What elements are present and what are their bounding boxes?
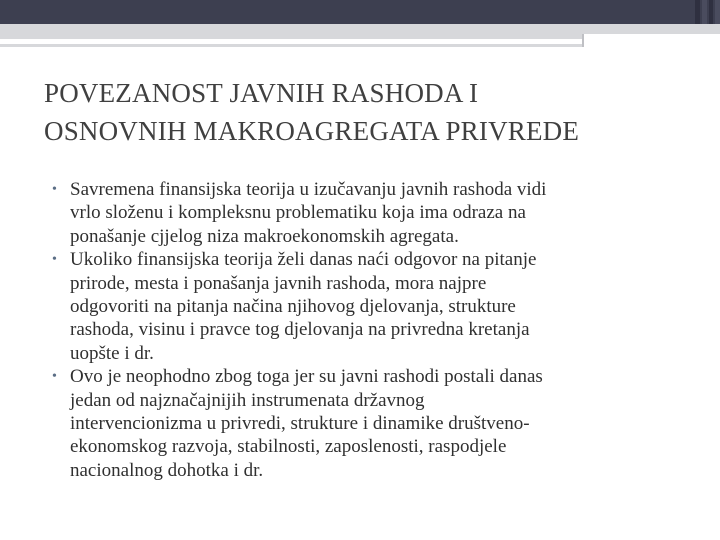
bullet-line: intervencionizma u privredi, strukture i dinamike društveno- [70, 413, 530, 435]
bullet-line: ekonomskog razvoja, stabilnosti, zaposlenosti, raspodjele [70, 436, 507, 458]
bullet-line: vrlo složenu i kompleksnu problematiku koja ima odraza na [70, 202, 526, 224]
bullet-line: rashoda, visinu i pravce tog djelovanja na privredna kretanja [70, 319, 530, 341]
header-divider [582, 34, 584, 47]
slide-title-line: POVEZANOST JAVNIH RASHODA I [44, 78, 479, 108]
bullet-line: jedan od najznačajnijih instrumenata državnog [70, 389, 425, 411]
header-segment [702, 0, 707, 24]
bullet-item [52, 365, 692, 482]
header-segment [715, 0, 720, 24]
bullet-marker: • [52, 182, 57, 197]
bullet-item [52, 248, 692, 365]
header-thin-bar [0, 44, 582, 47]
slide-title [44, 74, 684, 150]
bullet-list [52, 178, 692, 482]
header-segment [709, 0, 714, 24]
bullet-line: odgovoriti na pitanja načina njihovog djelovanja, strukture [70, 296, 516, 318]
bullet-line: Ukoliko finansijska teorija želi danas naći odgovor na pitanje [70, 249, 537, 271]
header-bar-segments [695, 0, 720, 24]
header-thin-bar [0, 34, 582, 39]
bullet-line: nacionalnog dohotka i dr. [70, 459, 264, 481]
header-segment [695, 0, 700, 24]
bullet-line: Ovo je neophodno zbog toga jer su javni rashodi postali danas [70, 366, 543, 388]
bullet-marker: • [52, 252, 57, 268]
bullet-marker: • [52, 369, 57, 385]
bullet-line: ponašanje cjjelog niza makroekonomskih agregata. [70, 225, 459, 247]
header-dark-bar [0, 0, 720, 24]
bullet-line: uopšte i dr. [70, 342, 154, 364]
header-light-bar [0, 24, 720, 34]
bullet-line: Savremena finansijska teorija u izučavanju javnih rashoda vidi [70, 179, 547, 200]
slide-title-line: OSNOVNIH MAKROAGREGATA PRIVREDE [44, 116, 580, 146]
bullet-line: prirode, mesta i ponašanja javnih rashoda, mora najpre [70, 272, 487, 294]
bullet-item [52, 178, 692, 248]
